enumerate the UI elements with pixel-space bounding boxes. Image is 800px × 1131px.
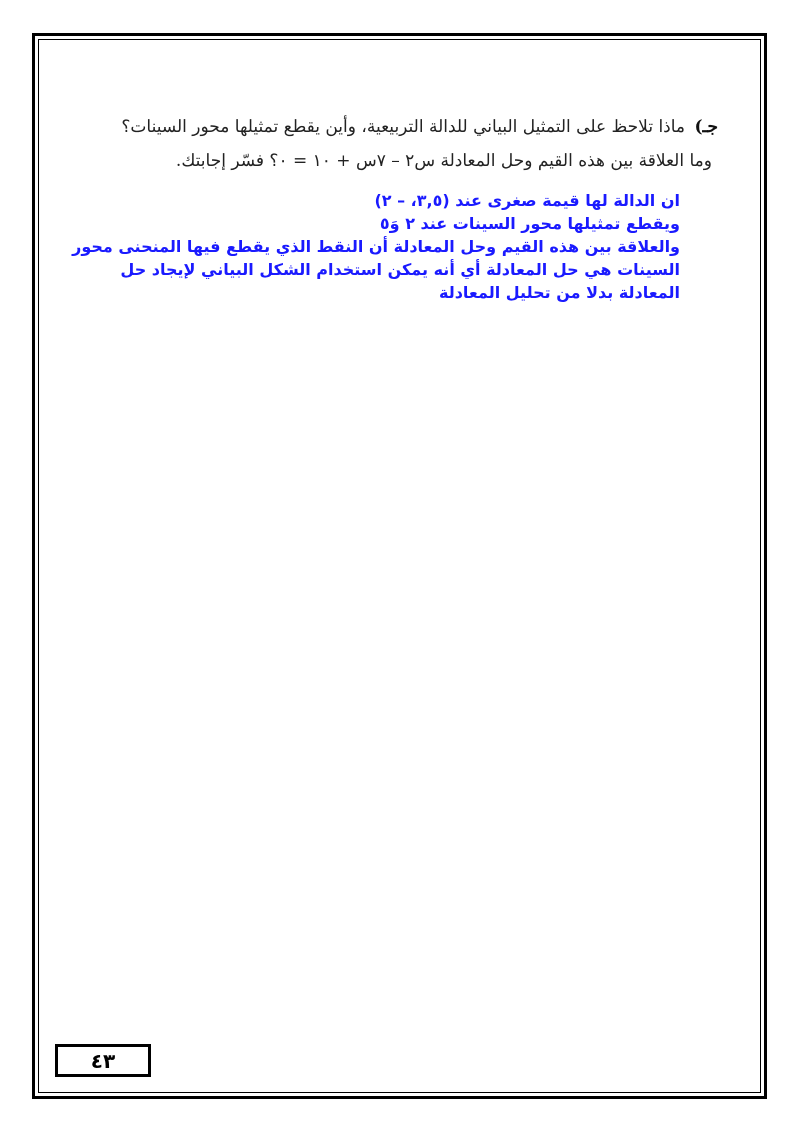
page-number: ٤٣ bbox=[90, 1048, 116, 1073]
question-line-1 bbox=[78, 110, 718, 144]
page-number-box bbox=[55, 1044, 151, 1077]
answer-line-1: ان الدالة لها قيمة صغرى عند (٣,٥، – ٢) bbox=[374, 191, 680, 210]
question-text-1: ماذا تلاحظ على التمثيل البياني للدالة التربيعية، وأين يقطع تمثيلها محور السينات؟ bbox=[121, 117, 686, 137]
question-line-2: وما العلاقة بين هذه القيم وحل المعادلة س٢ – ٧س + ١٠ = ٠؟ فسّر إجابتك. bbox=[175, 151, 712, 171]
answer-line-2: ويقطع تمثيلها محور السينات عند ٢ وَ٥ bbox=[379, 214, 680, 233]
question-block bbox=[78, 110, 718, 178]
answer-block bbox=[72, 189, 680, 304]
answer-line-3: والعلاقة بين هذه القيم وحل المعادلة أن النقط الذي يقطع فيها المنحنى محور bbox=[72, 237, 680, 256]
answer-line-5: المعادلة بدلا من تحليل المعادلة bbox=[439, 283, 680, 302]
answer-line-4: السينات هي حل المعادلة أي أنه يمكن استخدام الشكل البياني لإيجاد حل bbox=[120, 260, 680, 279]
question-label: جـ) bbox=[694, 117, 718, 137]
